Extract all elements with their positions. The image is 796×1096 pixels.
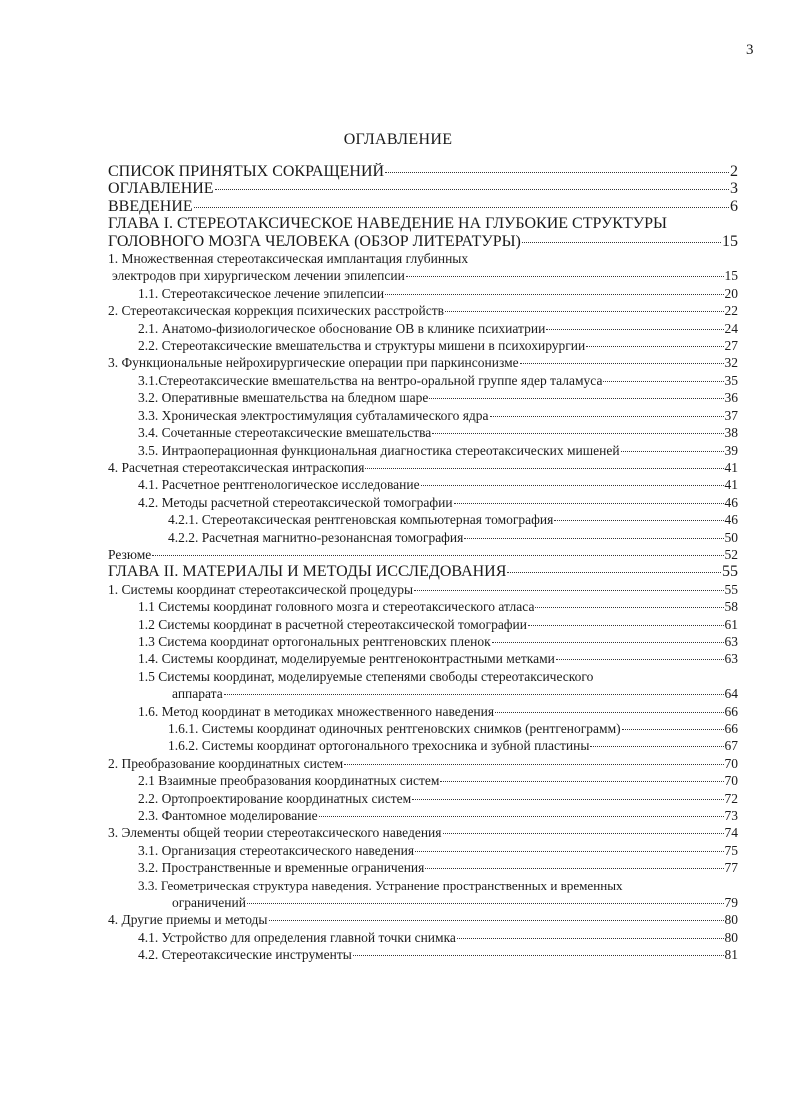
- toc-entry-page: 70: [724, 755, 738, 771]
- toc-entry[interactable]: [108, 929, 738, 946]
- toc-entry[interactable]: [108, 581, 738, 598]
- toc-entry[interactable]: [108, 755, 738, 772]
- toc-entry[interactable]: [108, 703, 738, 720]
- toc-entry-page: 67: [724, 738, 738, 754]
- toc-entry[interactable]: [108, 320, 738, 337]
- toc-leader-dots: [464, 538, 723, 539]
- toc-leader-dots: [269, 920, 724, 921]
- toc-entry[interactable]: [108, 337, 738, 354]
- toc-leader-dots: [554, 520, 723, 521]
- toc-entry-page: 80: [724, 929, 738, 945]
- toc-entry-title: 3.5. Интраоперационная функциональная диагностика стереотаксических мишеней: [138, 442, 620, 458]
- toc-entry-title: 4. Другие приемы и методы: [108, 912, 268, 928]
- toc-entry[interactable]: [108, 563, 738, 580]
- toc-leader-dots: [546, 329, 723, 330]
- toc-entry[interactable]: [108, 807, 738, 824]
- toc-leader-dots: [490, 416, 724, 417]
- toc-entry-page: 75: [724, 842, 738, 858]
- toc-entry-title: 3.1.Стереотаксические вмешательства на вентро-оральной группе ядер таламуса: [138, 372, 603, 388]
- toc-entry[interactable]: [108, 859, 738, 876]
- toc-leader-dots: [495, 712, 723, 713]
- toc-entry-page: 36: [724, 390, 738, 406]
- toc-entry-title: 4.2.1. Стереотаксическая рентгеновская компьютерная томография: [168, 512, 554, 528]
- toc-entry-title: ограничений: [172, 895, 246, 911]
- toc-entry[interactable]: [108, 616, 738, 633]
- toc-entry[interactable]: [108, 511, 738, 528]
- toc-entry-page: 55: [724, 581, 738, 597]
- toc-entry[interactable]: [108, 877, 738, 912]
- toc-entry-title-line: 1. Множественная стереотаксическая имплантация глубинных: [108, 251, 469, 267]
- toc-entry[interactable]: [108, 198, 738, 215]
- toc-entry[interactable]: [108, 354, 738, 371]
- toc-entry-page: 81: [724, 947, 738, 963]
- toc-entry[interactable]: [108, 459, 738, 476]
- toc-entry[interactable]: [108, 424, 738, 441]
- toc-entry-page: 38: [724, 425, 738, 441]
- toc-entry-page: 73: [724, 808, 738, 824]
- toc-entry-title: 2. Стереотаксическая коррекция психических расстройств: [108, 303, 444, 319]
- toc-entry[interactable]: [108, 163, 738, 180]
- toc-entry-page: 72: [724, 790, 738, 806]
- toc-entry-page: 46: [724, 512, 738, 528]
- toc-leader-dots: [353, 955, 724, 956]
- toc-entry[interactable]: [108, 633, 738, 650]
- toc-entry[interactable]: [108, 285, 738, 302]
- table-of-contents: [108, 163, 738, 964]
- toc-entry-page: 2: [730, 163, 738, 180]
- toc-leader-dots: [344, 764, 723, 765]
- toc-entry-page: 64: [724, 686, 738, 702]
- page-number: 3: [746, 42, 754, 58]
- toc-leader-dots: [440, 781, 723, 782]
- toc-entry-title: 2.3. Фантомное моделирование: [138, 808, 318, 824]
- toc-entry-title: 3. Функциональные нейрохирургические операции при паркинсонизме: [108, 355, 519, 371]
- toc-entry-page: 74: [724, 825, 738, 841]
- toc-leader-dots: [507, 572, 721, 573]
- toc-entry-page: 52: [724, 546, 738, 562]
- toc-entry[interactable]: [108, 407, 738, 424]
- toc-entry-page: 63: [724, 633, 738, 649]
- toc-entry-page: 27: [724, 338, 738, 354]
- toc-entry[interactable]: [108, 790, 738, 807]
- toc-leader-dots: [622, 729, 724, 730]
- toc-entry-title: 2.1 Взаимные преобразования координатных систем: [138, 773, 440, 789]
- toc-entry[interactable]: [108, 476, 738, 493]
- toc-entry-page: 63: [724, 651, 738, 667]
- toc-entry[interactable]: [108, 389, 738, 406]
- toc-entry-page: 66: [724, 703, 738, 719]
- toc-leader-dots: [586, 346, 723, 347]
- toc-leader-dots: [415, 851, 723, 852]
- toc-leader-dots: [520, 363, 724, 364]
- toc-entry-page: 37: [724, 407, 738, 423]
- toc-entry-title: 1.4. Системы координат, моделируемые рентгеноконтрастными метками: [138, 651, 555, 667]
- toc-entry-page: 41: [724, 477, 738, 493]
- toc-leader-dots: [224, 694, 724, 695]
- toc-entry-page: 32: [724, 355, 738, 371]
- toc-entry-page: 46: [724, 494, 738, 510]
- toc-leader-dots: [247, 903, 724, 904]
- toc-entry[interactable]: [108, 529, 738, 546]
- toc-entry-page: 77: [724, 860, 738, 876]
- toc-leader-dots: [414, 590, 723, 591]
- toc-entry-title: 2. Преобразование координатных систем: [108, 755, 344, 771]
- toc-entry[interactable]: [108, 546, 738, 563]
- toc-leader-dots: [319, 816, 724, 817]
- toc-leader-dots: [443, 833, 724, 834]
- toc-entry-title: 3.2. Оперативные вмешательства на бледном шаре: [138, 390, 429, 406]
- toc-entry-title: аппарата: [172, 686, 223, 702]
- toc-entry[interactable]: [108, 720, 738, 737]
- toc-leader-dots: [406, 276, 724, 277]
- toc-entry-page: 24: [724, 320, 738, 336]
- toc-entry-title-line: 1.5 Системы координат, моделируемые степенями свободы стереотаксического: [138, 668, 594, 684]
- toc-leader-dots: [621, 451, 724, 452]
- toc-entry[interactable]: [108, 598, 738, 615]
- toc-entry-page: 70: [724, 773, 738, 789]
- toc-leader-dots: [432, 433, 723, 434]
- toc-entry-title: Резюме: [108, 546, 152, 562]
- toc-entry-title: СПИСОК ПРИНЯТЫХ СОКРАЩЕНИЙ: [108, 163, 385, 180]
- toc-entry-title: 4.1. Расчетное рентгенологическое исследование: [138, 477, 420, 493]
- toc-entry[interactable]: [108, 772, 738, 789]
- toc-entry-page: 66: [724, 721, 738, 736]
- toc-leader-dots: [194, 207, 729, 208]
- toc-entry-page: 55: [722, 563, 738, 581]
- toc-entry-page: 79: [724, 895, 738, 911]
- toc-leader-dots: [365, 468, 723, 469]
- toc-entry-title: 2.2. Стереотаксические вмешательства и структуры мишени в психохирургии: [138, 338, 586, 354]
- toc-leader-dots: [492, 642, 724, 643]
- toc-entry[interactable]: [108, 946, 738, 963]
- toc-leader-dots: [215, 189, 729, 190]
- toc-leader-dots: [445, 311, 724, 312]
- toc-entry-page: 41: [724, 459, 738, 475]
- toc-entry-title: 4.1. Устройство для определения главной точки снимка: [138, 929, 456, 945]
- toc-entry-title: электродов при хирургическом лечении эпилепсии: [112, 268, 405, 284]
- toc-leader-dots: [412, 799, 723, 800]
- toc-leader-dots: [556, 659, 724, 660]
- toc-entry-page: 35: [724, 372, 738, 388]
- toc-entry-title: 4.2. Стереотаксические инструменты: [138, 947, 352, 963]
- toc-entry[interactable]: [108, 250, 738, 285]
- toc-entry-page: 3: [730, 180, 738, 198]
- toc-leader-dots: [425, 868, 723, 869]
- toc-entry-title-line: ГЛАВА I. СТЕРЕОТАКСИЧЕСКОЕ НАВЕДЕНИЕ НА ГЛУБОКИЕ СТРУКТУРЫ: [108, 215, 667, 233]
- toc-leader-dots: [522, 242, 721, 243]
- toc-entry-title-line: 3.3. Геометрическая структура наведения. Устранение пространственных и временных: [138, 877, 623, 893]
- toc-entry-title: 3.4. Сочетанные стереотаксические вмешательства: [138, 425, 432, 441]
- toc-entry-title: 1.6.2. Системы координат ортогонального трехосника и зубной пластины: [168, 738, 590, 754]
- toc-entry-page: 20: [724, 285, 738, 301]
- toc-entry-title: 3.1. Организация стереотаксического наведения: [138, 842, 415, 858]
- toc-entry-title: 2.1. Анатомо-физиологическое обоснование ОВ в клинике психиатрии: [138, 320, 546, 336]
- toc-entry[interactable]: [108, 650, 738, 667]
- toc-entry[interactable]: [108, 911, 738, 928]
- toc-entry-title: 1. Системы координат стереотаксической процедуры: [108, 581, 414, 597]
- toc-leader-dots: [385, 172, 729, 173]
- toc-entry[interactable]: [108, 824, 738, 841]
- toc-entry-page: 15: [722, 232, 738, 250]
- toc-leader-dots: [603, 381, 723, 382]
- toc-entry-title: 4.2. Методы расчетной стереотаксической томографии: [138, 494, 453, 510]
- toc-entry[interactable]: [108, 442, 738, 459]
- toc-entry-title: ГОЛОВНОГО МОЗГА ЧЕЛОВЕКА (ОБЗОР ЛИТЕРАТУРЫ): [108, 232, 521, 250]
- toc-leader-dots: [454, 503, 724, 504]
- toc-entry-page: 80: [724, 912, 738, 928]
- toc-entry-title: 1.2 Системы координат в расчетной стереотаксической томографии: [138, 616, 528, 632]
- toc-entry[interactable]: [108, 494, 738, 511]
- toc-entry-page: 50: [724, 529, 738, 545]
- toc-entry-page: 6: [730, 197, 738, 215]
- toc-entry-page: 61: [724, 616, 738, 632]
- toc-entry-title: 1.6.1. Системы координат одиночных рентгеновских снимков (рентгенограмм): [168, 721, 621, 736]
- toc-entry-page: 15: [724, 268, 738, 284]
- toc-entry-page: 39: [724, 442, 738, 458]
- toc-leader-dots: [528, 625, 723, 626]
- toc-entry-title: 1.6. Метод координат в методиках множественного наведения: [138, 703, 495, 719]
- toc-entry[interactable]: [108, 842, 738, 859]
- toc-leader-dots: [429, 398, 723, 399]
- toc-leader-dots: [385, 294, 723, 295]
- toc-entry-page: 58: [724, 599, 738, 615]
- toc-entry[interactable]: [108, 302, 738, 319]
- toc-leader-dots: [535, 607, 723, 608]
- toc-leader-dots: [421, 485, 724, 486]
- toc-entry[interactable]: [108, 668, 738, 703]
- toc-leader-dots: [590, 746, 723, 747]
- toc-entry-title: 1.3 Система координат ортогональных рентгеновских пленок: [138, 633, 491, 649]
- toc-entry-title: 3.2. Пространственные и временные ограничения: [138, 860, 425, 876]
- toc-leader-dots: [152, 555, 723, 556]
- toc-entry[interactable]: [108, 737, 738, 754]
- toc-entry-title: 3. Элементы общей теории стереотаксического наведения: [108, 825, 442, 841]
- toc-entry-title: 1.1 Системы координат головного мозга и стереотаксического атласа: [138, 599, 535, 615]
- toc-entry-title: 1.1. Стереотаксическое лечение эпилепсии: [138, 285, 385, 301]
- toc-entry[interactable]: [108, 215, 738, 250]
- toc-entry-title: ВВЕДЕНИЕ: [108, 197, 193, 215]
- toc-entry-title: ГЛАВА II. МАТЕРИАЛЫ И МЕТОДЫ ИССЛЕДОВАНИЯ: [108, 563, 507, 581]
- toc-entry-title: 2.2. Ортопроектирование координатных систем: [138, 790, 412, 806]
- toc-entry[interactable]: [108, 372, 738, 389]
- toc-entry-title: 4. Расчетная стереотаксическая интраскопия: [108, 459, 365, 475]
- toc-entry[interactable]: [108, 180, 738, 197]
- toc-entry-title: 4.2.2. Расчетная магнитно-резонансная томография: [168, 529, 464, 545]
- toc-entry-title: ОГЛАВЛЕНИЕ: [108, 180, 214, 198]
- toc-title: ОГЛАВЛЕНИЕ: [343, 131, 453, 148]
- toc-entry-title: 3.3. Хроническая электростимуляция субталамического ядра: [138, 407, 489, 423]
- toc-leader-dots: [457, 938, 724, 939]
- toc-entry-page: 22: [724, 303, 738, 319]
